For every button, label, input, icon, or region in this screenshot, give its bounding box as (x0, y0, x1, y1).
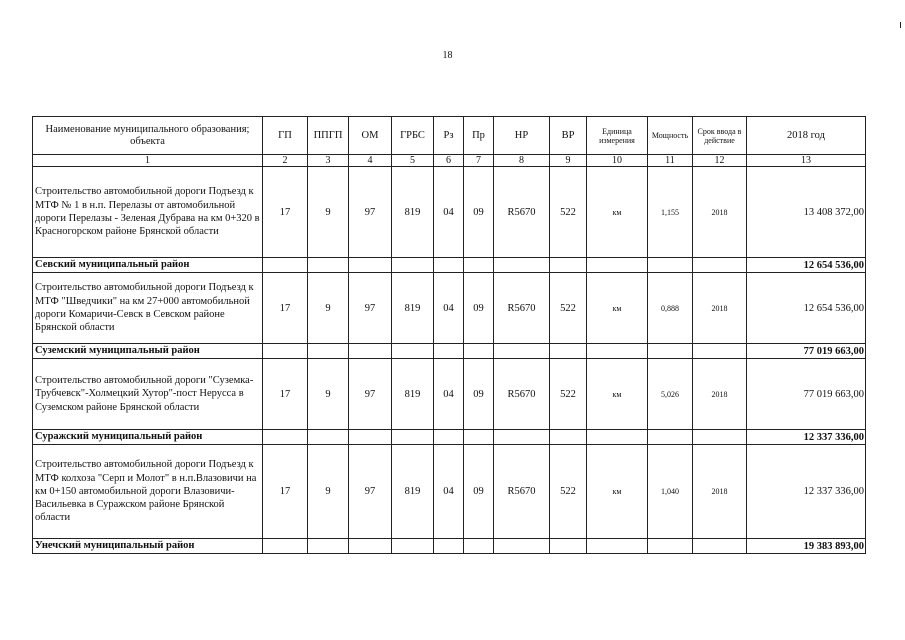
header-vr: ВР (550, 117, 587, 155)
cell-gp: 17 (263, 445, 308, 539)
column-number: 3 (308, 155, 349, 167)
column-number: 8 (494, 155, 550, 167)
empty-cell (464, 430, 494, 445)
column-number: 1 (33, 155, 263, 167)
cell-ppgp: 9 (308, 445, 349, 539)
district-name: Суземский муниципальный район (33, 344, 263, 359)
empty-cell (308, 258, 349, 273)
cell-pr: 09 (464, 167, 494, 258)
empty-cell (648, 539, 693, 554)
cell-nr: R5670 (494, 445, 550, 539)
empty-cell (434, 258, 464, 273)
header-gp: ГП (263, 117, 308, 155)
empty-cell (648, 344, 693, 359)
column-number: 7 (464, 155, 494, 167)
empty-cell (550, 430, 587, 445)
cell-vr: 522 (550, 359, 587, 430)
object-amount: 12 654 536,00 (747, 273, 866, 344)
district-row (33, 344, 866, 359)
column-number: 11 (648, 155, 693, 167)
cell-unit: км (587, 167, 648, 258)
header-grbs: ГРБС (392, 117, 434, 155)
cell-ppgp: 9 (308, 167, 349, 258)
empty-cell (464, 344, 494, 359)
cell-grbs: 819 (392, 445, 434, 539)
cell-rz: 04 (434, 167, 464, 258)
cell-grbs: 819 (392, 359, 434, 430)
empty-cell (494, 258, 550, 273)
empty-cell (693, 430, 747, 445)
cell-nr: R5670 (494, 273, 550, 344)
empty-cell (693, 344, 747, 359)
object-amount: 12 337 336,00 (747, 445, 866, 539)
object-name: Строительство автомобильной дороги Подъезд к МТФ "Шведчики" на км 27+000 автомобильной дороги Комаричи-Севск в Севском районе Брянской области (33, 273, 263, 344)
cell-nr: R5670 (494, 359, 550, 430)
cell-vr: 522 (550, 445, 587, 539)
district-name: Севский муниципальный район (33, 258, 263, 273)
district-name: Унечский муниципальный район (33, 539, 263, 554)
cell-term: 2018 (693, 359, 747, 430)
empty-cell (392, 258, 434, 273)
empty-cell (494, 430, 550, 445)
column-number: 4 (349, 155, 392, 167)
column-number: 6 (434, 155, 464, 167)
budget-table (32, 116, 866, 554)
cell-vr: 522 (550, 273, 587, 344)
header-name: Наименование муниципального образования; объекта (33, 117, 263, 155)
empty-cell (308, 539, 349, 554)
cell-rz: 04 (434, 273, 464, 344)
object-row (33, 167, 866, 258)
object-row (33, 445, 866, 539)
cell-gp: 17 (263, 167, 308, 258)
column-number: 9 (550, 155, 587, 167)
district-name: Суражский муниципальный район (33, 430, 263, 445)
district-row (33, 430, 866, 445)
column-number: 2 (263, 155, 308, 167)
header-year: 2018 год (747, 117, 866, 155)
district-amount: 12 337 336,00 (747, 430, 866, 445)
cell-capacity: 0,888 (648, 273, 693, 344)
empty-cell (392, 430, 434, 445)
empty-cell (464, 258, 494, 273)
cell-capacity: 1,040 (648, 445, 693, 539)
empty-cell (434, 539, 464, 554)
cell-gp: 17 (263, 359, 308, 430)
empty-cell (434, 430, 464, 445)
empty-cell (494, 344, 550, 359)
cell-term: 2018 (693, 445, 747, 539)
cell-ppgp: 9 (308, 273, 349, 344)
cell-unit: км (587, 273, 648, 344)
page-number: 18 (442, 50, 453, 61)
cell-ppgp: 9 (308, 359, 349, 430)
empty-cell (587, 258, 648, 273)
cell-unit: км (587, 445, 648, 539)
empty-cell (550, 539, 587, 554)
cell-pr: 09 (464, 359, 494, 430)
cell-capacity: 1,155 (648, 167, 693, 258)
column-number: 13 (747, 155, 866, 167)
empty-cell (434, 344, 464, 359)
object-row (33, 359, 866, 430)
empty-cell (308, 430, 349, 445)
empty-cell (392, 344, 434, 359)
district-amount: 77 019 663,00 (747, 344, 866, 359)
district-amount: 12 654 536,00 (747, 258, 866, 273)
empty-cell (648, 258, 693, 273)
cell-nr: R5670 (494, 167, 550, 258)
empty-cell (693, 258, 747, 273)
empty-cell (550, 258, 587, 273)
empty-cell (349, 344, 392, 359)
district-row (33, 258, 866, 273)
empty-cell (263, 430, 308, 445)
empty-cell (587, 430, 648, 445)
empty-cell (349, 539, 392, 554)
empty-cell (693, 539, 747, 554)
cell-gp: 17 (263, 273, 308, 344)
cell-om: 97 (349, 167, 392, 258)
cell-unit: км (587, 359, 648, 430)
object-name: Строительство автомобильной дороги Подъезд к МТФ колхоза "Серп и Молот" в н.п.Влазовичи на км 0+150 автомобильной дороги Влазовичи-Васильевка в Суражском районе Брянской области (33, 445, 263, 539)
header-pr: Пр (464, 117, 494, 155)
cell-grbs: 819 (392, 167, 434, 258)
header-nr: НР (494, 117, 550, 155)
header-ppgp: ППГП (308, 117, 349, 155)
empty-cell (349, 258, 392, 273)
cell-rz: 04 (434, 359, 464, 430)
empty-cell (587, 344, 648, 359)
empty-cell (464, 539, 494, 554)
header-om: ОМ (349, 117, 392, 155)
object-name: Строительство автомобильной дороги "Суземка-Трубчевск"-Холмецкий Хутор"-пост Нерусса в Суземском районе Брянской области (33, 359, 263, 430)
object-amount: 77 019 663,00 (747, 359, 866, 430)
empty-cell (550, 344, 587, 359)
header-row (33, 117, 866, 155)
empty-cell (648, 430, 693, 445)
empty-cell (308, 344, 349, 359)
header-rz: Рз (434, 117, 464, 155)
column-number: 10 (587, 155, 648, 167)
cell-grbs: 819 (392, 273, 434, 344)
empty-cell (349, 430, 392, 445)
object-name: Строительство автомобильной дороги Подъезд к МТФ № 1 в н.п. Перелазы от автомобильной дороги Перелазы - Зеленая Дубрава на км 0+320 в Красногорском районе Брянской области (33, 167, 263, 258)
cell-om: 97 (349, 445, 392, 539)
column-number: 5 (392, 155, 434, 167)
header-unit: Единица измерения (587, 117, 648, 155)
empty-cell (263, 539, 308, 554)
cell-rz: 04 (434, 445, 464, 539)
column-number: 12 (693, 155, 747, 167)
cell-pr: 09 (464, 273, 494, 344)
header-term: Срок ввода в действие (693, 117, 747, 155)
cell-term: 2018 (693, 273, 747, 344)
cell-om: 97 (349, 273, 392, 344)
object-row (33, 273, 866, 344)
district-amount: 19 383 893,00 (747, 539, 866, 554)
column-number-row (33, 155, 866, 167)
object-amount: 13 408 372,00 (747, 167, 866, 258)
empty-cell (587, 539, 648, 554)
empty-cell (494, 539, 550, 554)
empty-cell (263, 344, 308, 359)
empty-cell (263, 258, 308, 273)
empty-cell (392, 539, 434, 554)
cell-pr: 09 (464, 445, 494, 539)
cell-capacity: 5,026 (648, 359, 693, 430)
edge-mark (900, 22, 901, 28)
cell-vr: 522 (550, 167, 587, 258)
cell-om: 97 (349, 359, 392, 430)
district-row (33, 539, 866, 554)
cell-term: 2018 (693, 167, 747, 258)
header-capacity: Мощность (648, 117, 693, 155)
